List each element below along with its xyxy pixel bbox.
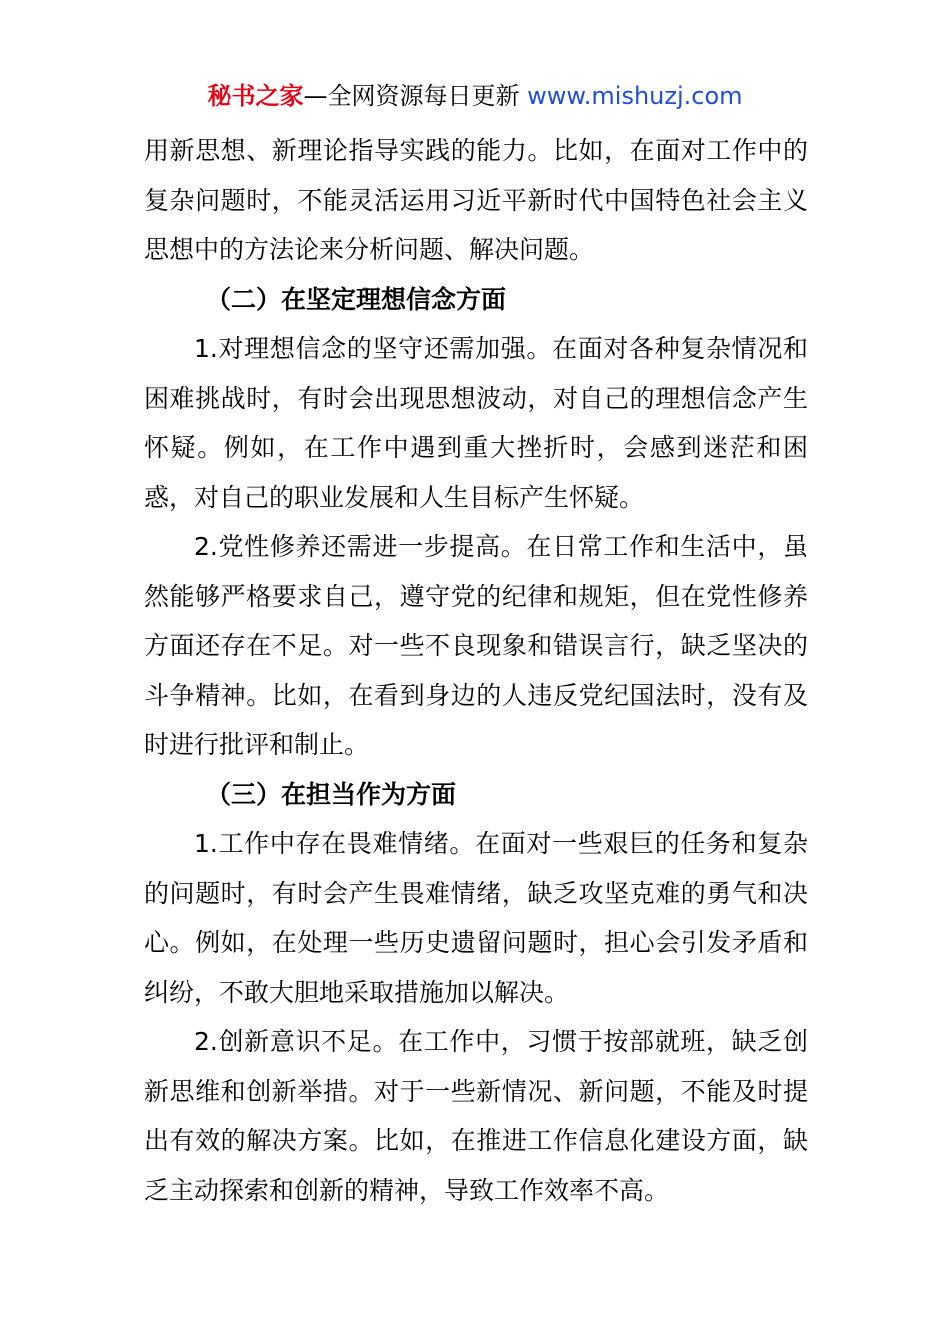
- site-header: [0, 80, 950, 112]
- document-body: [144, 126, 808, 1215]
- paragraph-responsibility-2: 2.创新意识不足。在工作中，习惯于按部就班，缺乏创新思维和创新举措。对于一些新情况、新问题，不能及时提出有效的解决方案。比如，在推进工作信息化建设方面，缺乏主动探索和创新的精神，导致工作效率不高。: [144, 1027, 808, 1205]
- paragraph-continuation: 用新思想、新理论指导实践的能力。比如，在面对工作中的复杂问题时，不能灵活运用习近平新时代中国特色社会主义思想中的方法论来分析问题、解决问题。: [144, 136, 808, 264]
- paragraph-responsibility-1: 1.工作中存在畏难情绪。在面对一些艰巨的任务和复杂的问题时，有时会产生畏难情绪，缺乏攻坚克难的勇气和决心。例如，在处理一些历史遗留问题时，担心会引发矛盾和纠纷，不敢大胆地采取措施加以解决。: [144, 829, 808, 1007]
- paragraph-ideals-2: 2.党性修养还需进一步提高。在日常工作和生活中，虽然能够严格要求自己，遵守党的纪律和规矩，但在党性修养方面还存在不足。对一些不良现象和错误言行，缺乏坚决的斗争精神。比如，在看到身边的人违反党纪国法时，没有及时进行批评和制止。: [144, 532, 808, 759]
- site-brand: 秘书之家: [207, 82, 304, 110]
- paragraph-ideals-1: 1.对理想信念的坚守还需加强。在面对各种复杂情况和困难挑战时，有时会出现思想波动，对自己的理想信念产生怀疑。例如，在工作中遇到重大挫折时，会感到迷茫和困惑，对自己的职业发展和人生目标产生怀疑。: [144, 334, 808, 512]
- section-heading-ideals: （二）在坚定理想信念方面: [206, 284, 507, 314]
- site-url-link[interactable]: www.mishuzj.com: [527, 82, 743, 110]
- site-tagline: —全网资源每日更新: [303, 82, 528, 110]
- section-heading-responsibility: （三）在担当作为方面: [206, 779, 457, 809]
